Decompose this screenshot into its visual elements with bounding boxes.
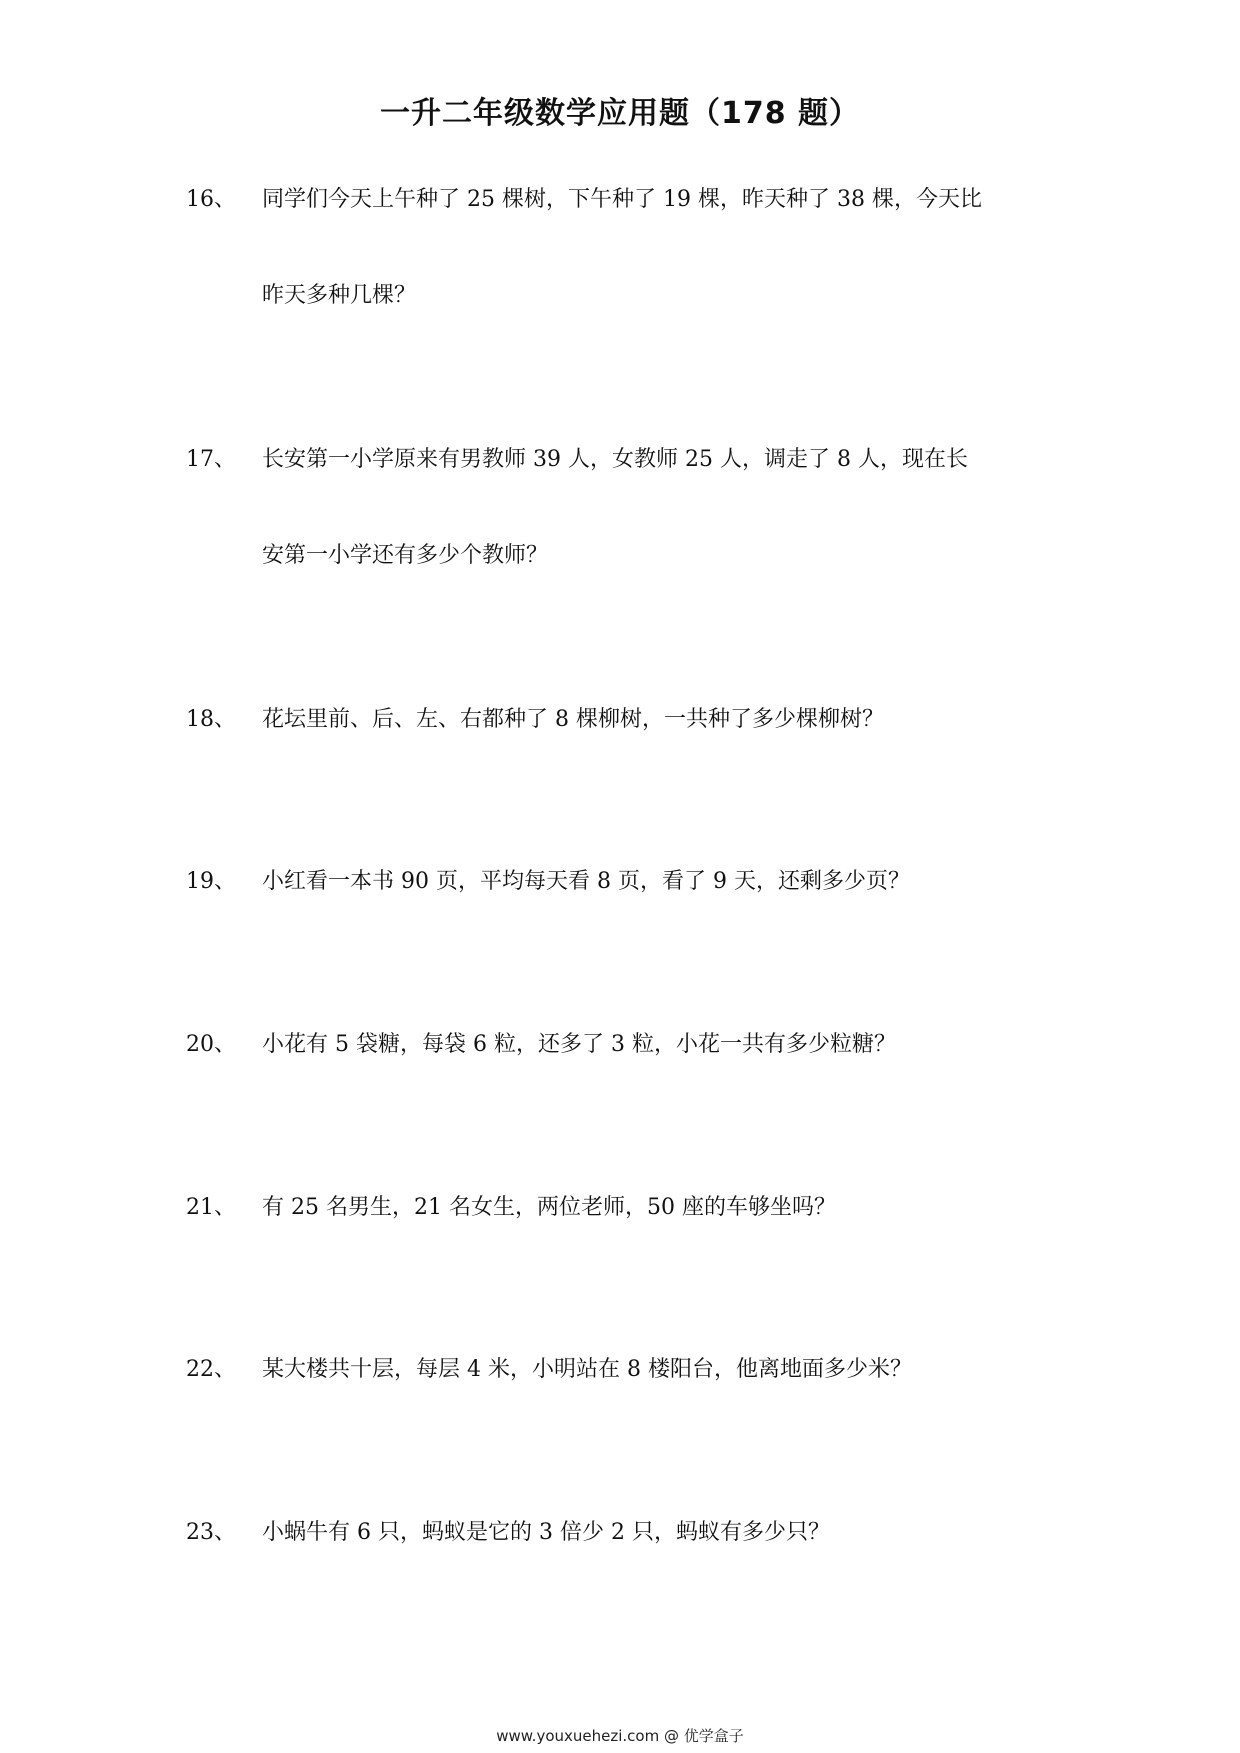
question-number: 16、 — [186, 187, 236, 212]
question-number: 23、 — [186, 1520, 236, 1545]
question-text-line: 长安第一小学原来有男教师 39 人，女教师 25 人，调走了 8 人，现在长 — [262, 447, 968, 472]
question-text-line: 昨天多种几棵？ — [262, 283, 417, 308]
question-text-line: 有 25 名男生，21 名女生，两位老师，50 座的车够坐吗？ — [262, 1195, 836, 1220]
question-text-line: 某大楼共十层，每层 4 米，小明站在 8 楼阳台，他离地面多少米？ — [262, 1357, 912, 1382]
page-title: 一升二年级数学应用题（178 题） — [379, 96, 861, 131]
question-number: 20、 — [186, 1032, 236, 1057]
question-text-line: 花坛里前、后、左、右都种了 8 棵柳树，一共种了多少棵柳树？ — [262, 707, 884, 732]
question-text-line: 小蜗牛有 6 只，蚂蚁是它的 3 倍少 2 只，蚂蚁有多少只？ — [262, 1520, 830, 1545]
question-text-line: 安第一小学还有多少个教师？ — [262, 543, 549, 568]
question-number: 19、 — [186, 869, 236, 894]
question-text-line: 小红看一本书 90 页，平均每天看 8 页，看了 9 天，还剩多少页？ — [262, 869, 910, 894]
question-text-line: 同学们今天上午种了 25 棵树，下午种了 19 棵，昨天种了 38 棵，今天比 — [262, 187, 982, 212]
question-number: 22、 — [186, 1357, 236, 1382]
question-number: 17、 — [186, 447, 236, 472]
footer-watermark: www.youxuehezi.com @ 优学盒子 — [496, 1727, 744, 1745]
question-text-line: 小花有 5 袋糖，每袋 6 粒，还多了 3 粒，小花一共有多少粒糖？ — [262, 1032, 896, 1057]
question-number: 21、 — [186, 1195, 236, 1220]
question-number: 18、 — [186, 707, 236, 732]
